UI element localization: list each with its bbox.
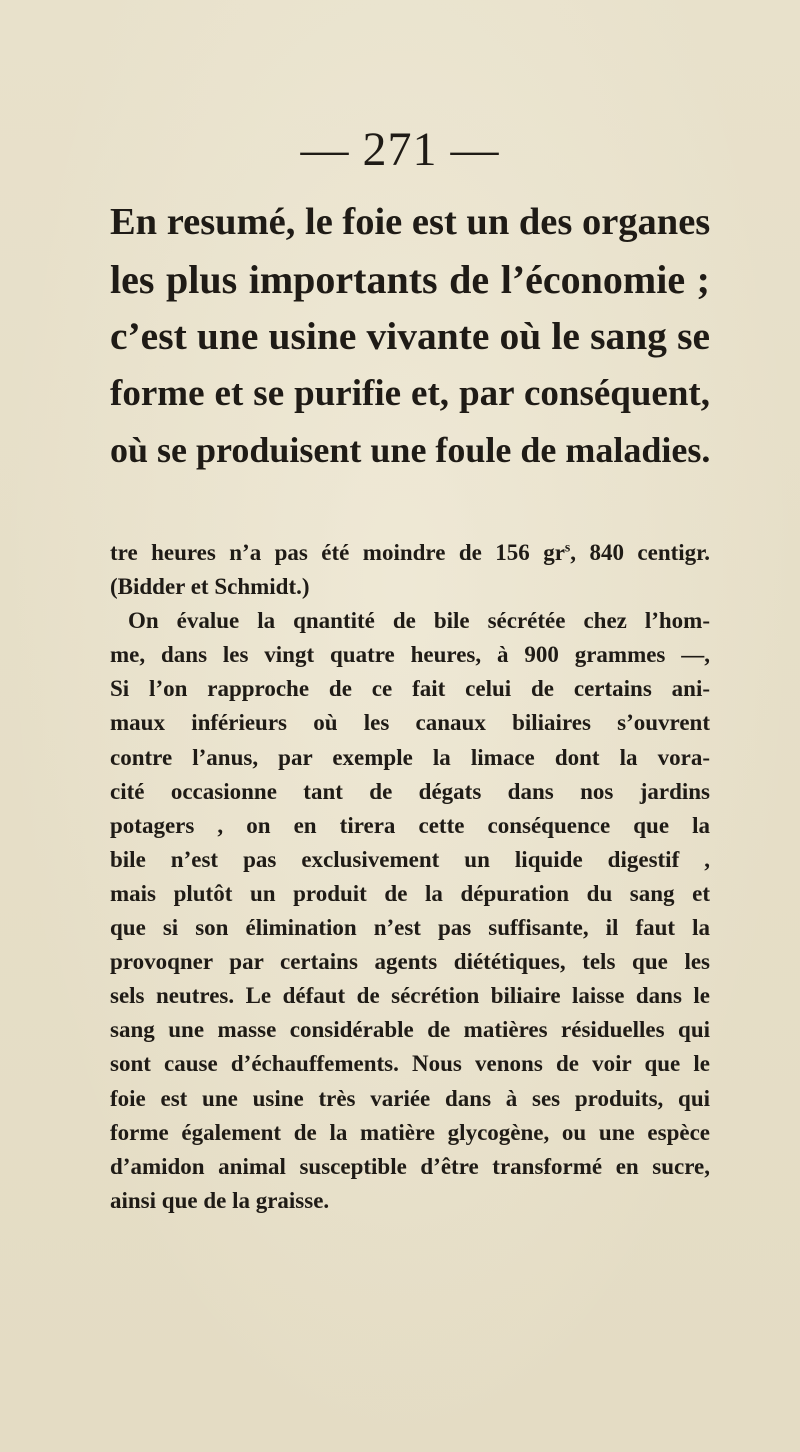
- footnote-line: maux inférieurs où les canaux biliaires s’ouvrent: [110, 710, 710, 736]
- summary-paragraph: [110, 194, 710, 479]
- superscript: s: [564, 539, 571, 555]
- footnote-line: Si l’on rapproche de ce fait celui de certains ani-: [110, 676, 710, 702]
- footnote-line: que si son élimination n’est pas suffisante, il faut la: [110, 915, 710, 941]
- footnote-line: foie est une usine très variée dans à ses produits, qui: [110, 1085, 710, 1111]
- summary-line: forme et se purifie et, par conséquent,: [110, 373, 710, 414]
- footnote-citation: (Bidder et Schmidt.): [110, 574, 310, 600]
- footnote-line: bile n’est pas exclusivement un liquide digestif ,: [110, 846, 710, 872]
- footnote-line: sang une masse considérable de matières résiduelles qui: [110, 1017, 710, 1043]
- footnote-line: contre l’anus, par exemple la limace dont la vora-: [110, 744, 710, 770]
- footnote-line-last: ainsi que de la graisse.: [110, 1187, 330, 1213]
- footnote-text: [110, 536, 710, 1218]
- summary-line: c’est une usine vivante où le sang se: [110, 314, 710, 358]
- footnote-line: mais plutôt un produit de la dépuration du sang et: [110, 880, 710, 906]
- page-number: — 271 —: [300, 123, 500, 176]
- footnote-text-part: tre heures n’a pas été moindre de 156 gr: [110, 540, 565, 565]
- footnote-line: On évalue la qnantité de bile sécrétée chez l’hom-: [128, 608, 710, 634]
- summary-line: les plus importants de l’économie ;: [110, 257, 710, 302]
- footnote-line: sels neutres. Le défaut de sécrétion biliaire laisse dans le: [110, 983, 710, 1009]
- footnote-line: d’amidon animal susceptible d’être transformé en sucre,: [110, 1153, 710, 1179]
- footnote-line: sont cause d’échauffements. Nous venons de voir que le: [110, 1051, 710, 1077]
- footnote-line: cité occasionne tant de dégats dans nos jardins: [110, 778, 710, 804]
- summary-line: où se produisent une foule de maladies.: [110, 430, 711, 470]
- footnote-line: forme également de la matière glycogène, ou une espèce: [110, 1119, 710, 1145]
- footnote-line: potagers , on en tirera cette conséquence que la: [110, 812, 710, 838]
- footnote-line: provoqner par certains agents diététiques, tels que les: [110, 949, 710, 975]
- footnote-text-part: , 840 centigr.: [570, 540, 711, 565]
- footnote-line-first: [110, 536, 710, 570]
- footnote-line: me, dans les vingt quatre heures, à 900 grammes —,: [110, 642, 710, 668]
- summary-line: En resumé, le foie est un des organes: [110, 201, 711, 243]
